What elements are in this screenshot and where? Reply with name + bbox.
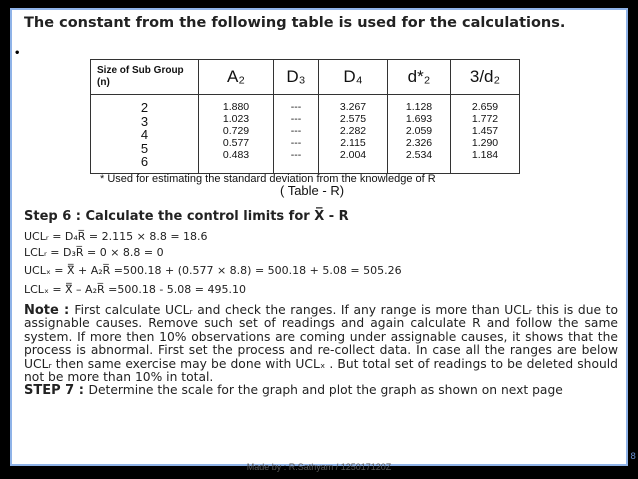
- cell-3d2: 2.659 1.772 1.457 1.290 1.184: [451, 95, 520, 174]
- note-paragraph: [24, 304, 618, 398]
- header-subgroup: Size of Sub Group (n): [91, 60, 199, 95]
- cell-n: 2 3 4 5 6: [91, 95, 199, 174]
- slide-page: [10, 8, 628, 466]
- header-3d2: 3/d₂: [451, 60, 520, 95]
- equation-lcl-r: LCLᵣ = D₃R̅ = 0 × 8.8 = 0: [24, 246, 164, 259]
- constants-table-wrap: [90, 59, 520, 174]
- equation-ucl-x: UCLₓ = X̿ + A₂R̅ =500.18 + (0.577 × 8.8) = 500.18 + 5.08 = 505.26: [24, 264, 402, 277]
- table-caption: ( Table - R): [280, 183, 345, 198]
- step7-label: STEP 7 :: [24, 383, 89, 399]
- table-footnote: * Used for estimating the standard deviation from the knowledge of R: [100, 173, 436, 185]
- cell-a2: 1.880 1.023 0.729 0.577 0.483: [199, 95, 274, 174]
- constants-table: [90, 59, 520, 174]
- header-d4: D₄: [319, 60, 388, 95]
- note-text: First calculate UCLᵣ and check the ranges. If any range is more than UCLᵣ this is due to assignable causes. Remove such set of readings and again calculate R and follow the same system. If more then 10% observations are coming under assignable causes, it shows that the process is abnormal. First set the process and re-collect data. In case all the ranges are below UCLᵣ then same exercise may be done with UCLₓ . But total set of readings to be deleted should not be more than 10% in total.: [24, 303, 618, 385]
- cell-d3: --- --- --- --- ---: [274, 95, 319, 174]
- table-row: [91, 95, 520, 174]
- table-header-row: [91, 60, 520, 95]
- equation-ucl-r: UCLᵣ = D₄R̅ = 2.115 × 8.8 = 18.6: [24, 230, 208, 243]
- cell-d4: 3.267 2.575 2.282 2.115 2.004: [319, 95, 388, 174]
- bullet-mark: •: [14, 48, 21, 59]
- intro-text: The constant from the following table is used for the calculations.: [24, 15, 566, 31]
- footer-credit: Made by : R.Sathyam / 125017120Z: [246, 462, 392, 472]
- header-d2: d*₂: [388, 60, 451, 95]
- header-d3: D₃: [274, 60, 319, 95]
- step6-heading: Step 6 : Calculate the control limits for X̅ - R: [24, 209, 349, 224]
- equation-lcl-x: LCLₓ = X̿ – A₂R̅ =500.18 - 5.08 = 495.10: [24, 283, 246, 296]
- note-label: Note :: [24, 303, 75, 318]
- page-number: 8: [630, 452, 636, 462]
- step7-text: Determine the scale for the graph and plot the graph as shown on next page: [88, 383, 563, 398]
- header-a2: A₂: [199, 60, 274, 95]
- cell-d2: 1.128 1.693 2.059 2.326 2.534: [388, 95, 451, 174]
